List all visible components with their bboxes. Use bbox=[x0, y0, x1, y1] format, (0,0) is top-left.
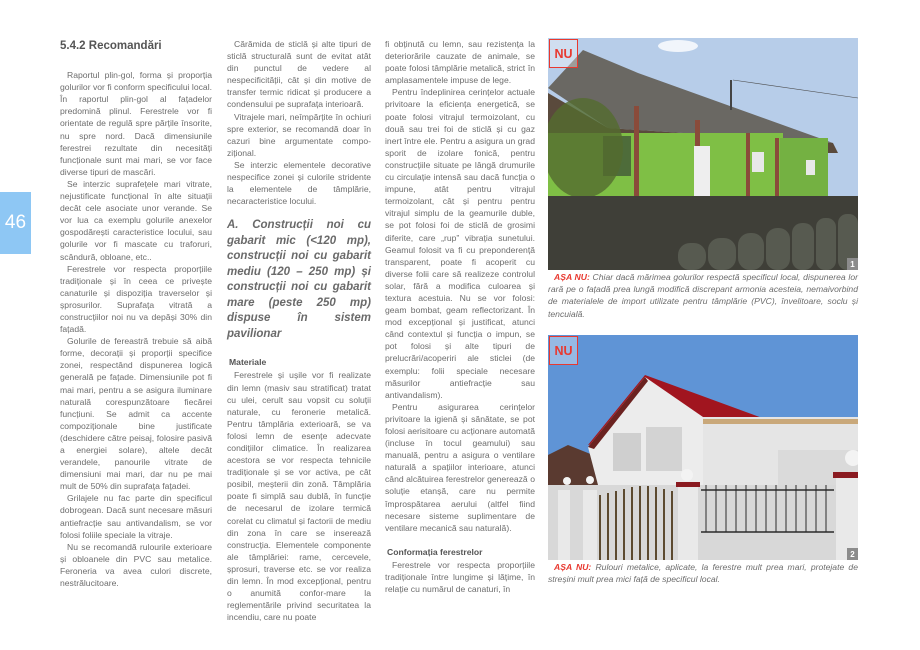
text-column-3 bbox=[385, 38, 535, 595]
photo-number: 2 bbox=[847, 548, 858, 560]
house-illustration-1 bbox=[548, 38, 858, 270]
paragraph: Pentru asigurarea cerințelor privitoare la igienă și sănătate, se pot folosi aerisitoare cu acționare automată (incluse în tocul geamului) sau manuală, pentru a asigura o ventilare naturală a spațiilor interioare, atunci când alcătuirea ferestrelor generează o soluție etanșă, care nu permite împrospătarea aerului (altfel fiind necesare sisteme suplimentare de ventilare mecanică sau naturală). bbox=[385, 401, 535, 533]
caption-label: AȘA NU: bbox=[554, 272, 590, 282]
photo-white-house bbox=[548, 335, 858, 560]
text-column-1 bbox=[60, 38, 212, 589]
paragraph: Cărămida de sticlă și alte tipuri de sticlă structurală sunt de evitat atât din punctul de vedere al nespecificității, cât și din motive de transfer termic ridicat și producere a condensului pe suprafața interioară. bbox=[227, 39, 371, 110]
nu-badge: NU bbox=[549, 39, 578, 68]
subsection-title: A. Construcții noi cu gabarit mic (<120 mp), construcții noi cu gabarit mediu (120 – 250 mp) și construcții noi cu gabarit mare (peste 250 mp) dispuse în sistem pavilionar bbox=[227, 219, 371, 340]
page-number: 46 bbox=[4, 212, 27, 233]
nu-badge: NU bbox=[549, 336, 578, 365]
paragraph: Ferestrele și ușile vor fi realizate din lemn (masiv sau stratificat) tratat cu ulei, cerult sau vopsit cu soluții naturale, cu feronerie metalică. Pentru tâmplăria exterioară, se va folosi lemn de esențe adecvate condițiilor climatice. În realizarea acestora se vor respecta tehnicile tradiționale și se vor activa, pe cât posibil, meșterii din zonă. Tâmplăria poate fi simplă sau dublă, în funcție de necesarul de izolare termică corelat cu climatul și factorii de mediu din zona în care se inserează construcția. Elementele componente ale tâmplăriei: rame, cercevele, șprosuri, traverse etc. se vor realiza din lemn. În mod excepțional, pentru o anumită confor-mare la reglementările privind securitatea la incendiu, care nu poate bbox=[227, 370, 371, 623]
paragraph: Se interzic elementele decorative nespecifice zonei și culorile stridente la elementele de tâmplărie, necaracteristice locului. bbox=[227, 159, 371, 207]
house-illustration-2 bbox=[548, 335, 858, 560]
text-column-2 bbox=[227, 38, 371, 623]
conformation-heading: Conformația ferestrelor bbox=[387, 546, 483, 557]
page-number-tab bbox=[0, 192, 31, 254]
paragraph: Raportul plin-gol, forma și proporția golurilor vor fi conform specificului local. În raportul plin-gol al fațadelor predomină plinul. Ferestrele vor fi orientate de regulă spre părțile însorite, nu spre nord. Dacă dimensiunile ferestrei rezultate din necesități funcționale sunt mai mari, se vor face diverse tipuri de mascări. bbox=[60, 70, 212, 177]
paragraph: Vitrajele mari, neîmpărțite în ochiuri spre exterior, se recomandă doar în cazuri bine argumentate compo-zițional. bbox=[227, 111, 371, 158]
caption-label: AȘA NU: bbox=[554, 562, 592, 572]
paragraph: Grilajele nu fac parte din specificul dobrogean. Dacă sunt necesare măsuri antiefracție sau antivandalism, se vor folosi foliile speciale la vitraje. bbox=[60, 493, 212, 540]
paragraph: Ferestrele vor respecta proporțiile tradiționale între lungime și lățime, în relație cu numărul de canaturi, în bbox=[385, 559, 535, 595]
paragraph: Pentru îndeplinirea cerințelor actuale privitoare la eficiența energetică, se poate folosi vitrajul termoizolant, cu două sau trei foi de sticlă și cu gaz inert între ele. Pentru a asigura un grad sporit de izolare fonică, pentru construcțiile situate pe lângă drumurile cu circulație intensă sau dacă funcția o impune, atât pentru vitrajul termoizolant, cât și pentru pentru vitrajul simplu de la geamurile duble, se pot folosi foi de sticlă de grosimi diferite, care „rup” vibrația sunetului. Geamul folosit va fi cu preponderență transparent, poate fi acoperit cu diverse folii care să realizeze controlul solar, fără a modifica culoarea și textura acestuia. Nu se vor folosi: geam bombat, geam reflectorizant. În mod excepțional și justificat, atunci când contextul și funcția o impun, se pot folosi și alte tipuri de prelucrări/acoperiri ale sticlei (de exemplu: folii speciale necesare măsurilor antiefracție sau antivandalism). bbox=[385, 87, 535, 400]
section-title: 5.4.2 Recomandări bbox=[60, 40, 162, 52]
photo-caption-2 bbox=[548, 561, 858, 585]
photo-green-house bbox=[548, 38, 858, 270]
photo-number: 1 bbox=[847, 258, 858, 270]
photo-caption-1 bbox=[548, 271, 858, 320]
caption-text: Chiar dacă mărimea golurilor respectă specificul local, dispunerea lor rară pe o fațadă prea lungă modifică discrepant armonia acesteia, nemaivorbind de materialele de import utilizate pentru tâmplărie (PVC), învelitoare, soclu și tencuială. bbox=[548, 272, 858, 319]
caption-text: Rulouri metalice, aplicate, la ferestre mult prea mari, protejate de streșini mult prea mici față de specificul local. bbox=[548, 562, 858, 585]
paragraph: Golurile de fereastră trebuie să aibă forme, decorații și proporții specifice zonei, respectând dispunerea logică generală pe fațade. Dimensiunile pot fi mai mari, pentru a se asigura iluminare naturală corespunzătoare fiecărei funcțiuni. Se admit ca accente compoziționale bine justificate (deschidere către peisaj, folosire pasivă a energiei solare), altele decât verandele, panourile vitrate de dimensiuni mai mari, dar nu pe mai mult de 50% din suprafața fațadei. bbox=[60, 336, 212, 492]
paragraph: Ferestrele vor respecta proporțiile tradiționale și în ceea ce privește canaturile și dispoziția traverselor și șprosurilor. Suprafața vitrată a construcțiilor noi nu va depăși 30% din fațadă. bbox=[60, 263, 212, 335]
paragraph: Nu se recomandă rulourile exterioare și obloanele din PVC sau metalice. Feroneria va avea culori discrete, nestrălucitoare. bbox=[60, 541, 212, 589]
paragraph: Se interzic suprafețele mari vitrate, nejustificate funcțional în alte situații decât cele asociate unor verande. Se vor lua ca exemplu golurile anexelor gospodărești caracteristice locului, sau golurile vor fi mascate cu traforuri, scândură, obloane, etc.. bbox=[60, 178, 212, 262]
materials-heading: Materiale bbox=[229, 357, 267, 368]
paragraph: fi obținută cu lemn, sau rezistența la deteriorările cauzate de animale, se poate folosi tâmplărie metalică, strict în amplasamentele impuse de lege. bbox=[385, 39, 535, 86]
